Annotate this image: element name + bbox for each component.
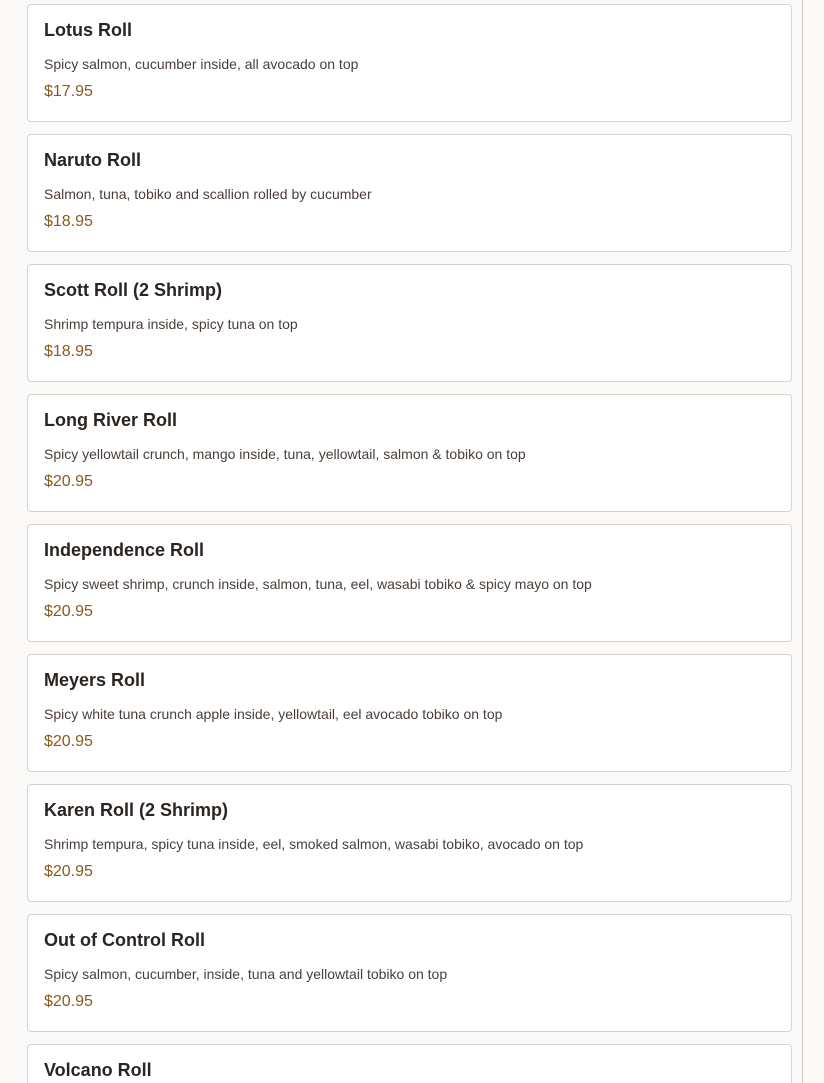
page-right-border — [802, 0, 803, 1083]
item-name: Long River Roll — [44, 410, 178, 430]
menu-item-list — [27, 4, 792, 1083]
item-price: $20.95 — [44, 993, 93, 1010]
menu-item-card[interactable] — [27, 264, 792, 382]
item-price: $18.95 — [44, 343, 93, 360]
menu-item-card[interactable] — [27, 784, 792, 902]
item-price: $20.95 — [44, 863, 93, 880]
menu-item-card[interactable] — [27, 4, 792, 122]
item-name: Out of Control Roll — [44, 930, 205, 950]
menu-item-card[interactable] — [27, 394, 792, 512]
menu-item-card[interactable] — [27, 134, 792, 252]
item-description: Spicy salmon, cucumber, inside, tuna and yellowtail tobiko on top — [44, 966, 448, 982]
item-price: $20.95 — [44, 733, 93, 750]
menu-item-card[interactable] — [27, 914, 792, 1032]
item-name: Independence Roll — [44, 540, 205, 560]
item-description: Shrimp tempura, spicy tuna inside, eel, smoked salmon, wasabi tobiko, avocado on top — [44, 836, 584, 852]
item-price: $18.95 — [44, 213, 93, 230]
item-description: Salmon, tuna, tobiko and scallion rolled by cucumber — [44, 186, 372, 202]
item-price: $17.95 — [44, 83, 93, 100]
menu-item-card[interactable] — [27, 1044, 792, 1083]
item-description: Spicy white tuna crunch apple inside, yellowtail, eel avocado tobiko on top — [44, 706, 503, 722]
item-name: Lotus Roll — [44, 20, 132, 40]
item-price: $20.95 — [44, 473, 93, 490]
item-description: Spicy salmon, cucumber inside, all avocado on top — [44, 56, 359, 72]
item-price: $20.95 — [44, 603, 93, 620]
item-name: Naruto Roll — [44, 150, 141, 170]
menu-item-card[interactable] — [27, 524, 792, 642]
item-name: Meyers Roll — [44, 670, 146, 690]
item-name: Volcano Roll — [44, 1060, 152, 1080]
menu-item-card[interactable] — [27, 654, 792, 772]
item-name: Karen Roll (2 Shrimp) — [44, 800, 229, 820]
item-name: Scott Roll (2 Shrimp) — [44, 280, 223, 300]
item-description: Spicy sweet shrimp, crunch inside, salmon, tuna, eel, wasabi tobiko & spicy mayo on top — [44, 576, 592, 592]
item-description: Shrimp tempura inside, spicy tuna on top — [44, 316, 298, 332]
item-description: Spicy yellowtail crunch, mango inside, tuna, yellowtail, salmon & tobiko on top — [44, 446, 526, 462]
